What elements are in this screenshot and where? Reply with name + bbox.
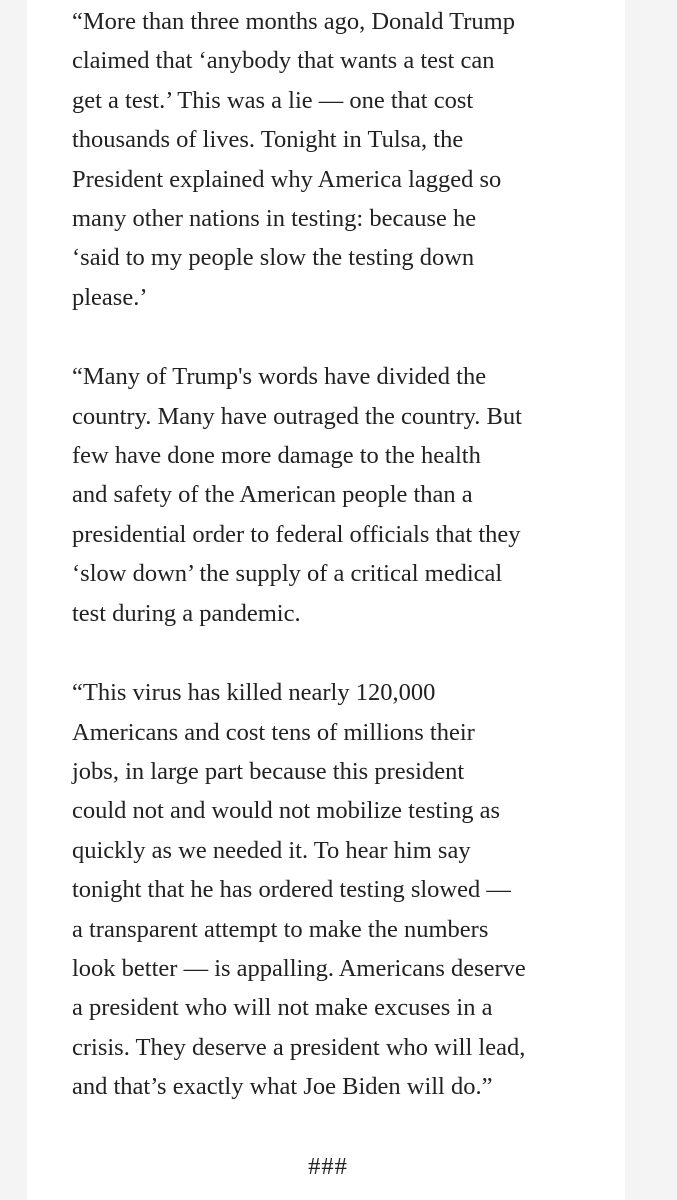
text-line: claimed that ‘anybody that wants a test can — [72, 47, 495, 75]
text-line: get a test.’ This was a lie — one that cost — [72, 86, 474, 114]
text-line: few have done more damage to the health — [72, 442, 481, 470]
text-line: test during a pandemic. — [72, 599, 301, 627]
paragraph-1 — [72, 2, 602, 317]
text-line: crisis. They deserve a president who will lead, — [72, 1033, 526, 1061]
document-page — [27, 0, 625, 1200]
text-line: ‘slow down’ the supply of a critical medical — [72, 560, 503, 588]
end-of-release-mark: ### — [308, 1152, 348, 1180]
text-line: quickly as we needed it. To hear him say — [72, 836, 471, 864]
text-line: a president who will not make excuses in a — [72, 994, 493, 1022]
text-line: President explained why America lagged so — [72, 165, 502, 193]
text-line: country. Many have outraged the country. But — [72, 402, 522, 430]
text-line: and safety of the American people than a — [72, 481, 473, 509]
text-line: and that’s exactly what Joe Biden will do.” — [72, 1073, 493, 1101]
paragraph-2 — [72, 357, 602, 633]
paragraph-3 — [72, 673, 602, 1106]
statement-body — [72, 2, 602, 1186]
text-line: “More than three months ago, Donald Trump — [72, 8, 515, 35]
text-line: Americans and cost tens of millions their — [72, 718, 475, 746]
text-line: ‘said to my people slow the testing down — [72, 244, 475, 272]
text-line: “This virus has killed nearly 120,000 — [72, 679, 436, 707]
text-line: presidential order to federal officials that they — [72, 520, 521, 548]
text-line: could not and would not mobilize testing as — [72, 797, 501, 825]
text-line: thousands of lives. Tonight in Tulsa, the — [72, 126, 464, 154]
text-line: jobs, in large part because this president — [72, 757, 465, 785]
text-line: “Many of Trump's words have divided the — [72, 363, 487, 391]
text-line: please.’ — [72, 283, 148, 311]
text-line: look better — is appalling. Americans deserve — [72, 954, 526, 982]
text-line: tonight that he has ordered testing slowed — — [72, 876, 511, 904]
text-line: many other nations in testing: because he — [72, 205, 477, 233]
text-line: a transparent attempt to make the numbers — [72, 915, 489, 943]
